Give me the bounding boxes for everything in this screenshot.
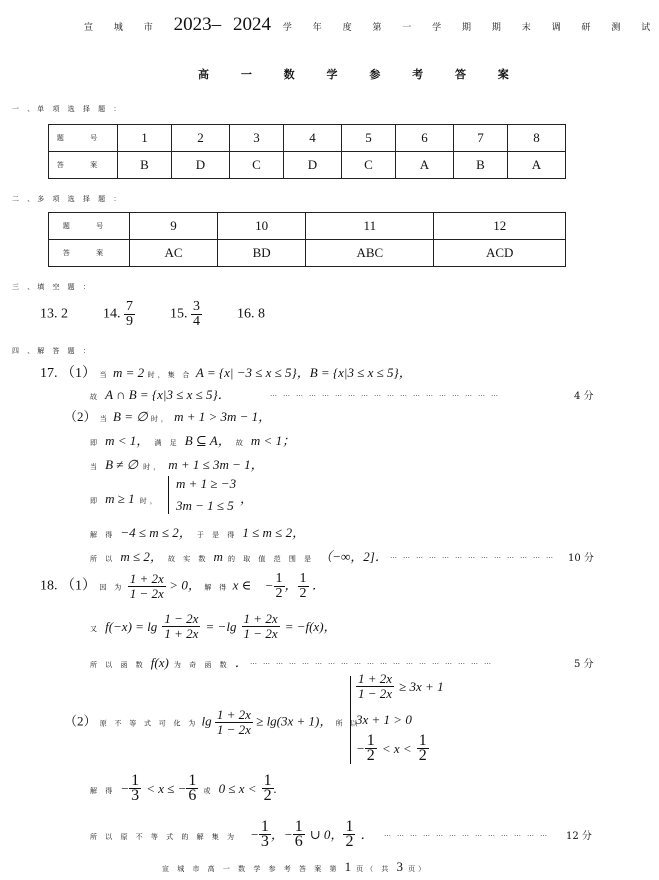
p18-math: ∪ 0， [309, 827, 344, 842]
p18-math: < x < [381, 741, 412, 756]
p17-line6 [90, 488, 160, 507]
p17-line5 [90, 454, 264, 473]
p17-math: B ≠ ∅ [105, 457, 138, 472]
p17-math: m < 1， [105, 433, 150, 448]
p18-text: 所 以 原 不 等 式 的 解 集 为 [90, 833, 238, 841]
p18-text: 所 以 [335, 719, 361, 728]
p18-fraction: $\frac{1}{2}$ [366, 732, 375, 764]
p17-text: 故 [235, 439, 246, 447]
p18-math: − [250, 827, 259, 842]
p18-fraction: $\frac{1}{2}$ [275, 571, 283, 601]
p17-system-brace [168, 476, 169, 514]
row-label-answer: 答 案 [49, 152, 118, 179]
a-cell: ACD [434, 240, 566, 267]
a-cell: ABC [306, 240, 434, 267]
p18-text: 解 得 [204, 583, 230, 592]
p18-fraction: $\frac{1}{3}$ [131, 772, 140, 804]
q-cell: 12 [434, 213, 566, 240]
p18-score-2: 12 分 [566, 831, 592, 842]
exam-header [84, 14, 659, 36]
q-cell: 7 [453, 125, 507, 152]
p17-text: 当 [90, 463, 100, 471]
p17-math: B = ∅ [113, 409, 148, 424]
page-footer [162, 856, 428, 875]
p18-line5 [90, 774, 277, 803]
p18-math: f(x) [150, 655, 169, 670]
q-cell: 2 [171, 125, 229, 152]
footer-total-pages: 3 [396, 859, 403, 874]
q-cell: 5 [341, 125, 395, 152]
footer-page-number: 1 [344, 859, 352, 874]
p18-fraction: $\frac{1}{6}$ [294, 818, 303, 850]
p18-math: ≥ lg(3x + 1)， [256, 713, 333, 729]
p18-score-1: 5 分 [574, 659, 594, 670]
p18-math: − [264, 577, 274, 593]
row-label-question: 题 号 [49, 213, 130, 240]
q-cell: 10 [218, 213, 306, 240]
p18-dots-1: ………………………………………………… [250, 658, 497, 666]
fill-blank-answers [40, 300, 265, 329]
a-cell: D [171, 152, 229, 179]
single-choice-table [48, 124, 566, 179]
p18-fraction: $\frac{1}{3}$ [260, 818, 269, 850]
q14-number: 14. [103, 306, 121, 322]
p18-part2-label: （2） [64, 713, 97, 729]
a-cell: C [229, 152, 283, 179]
q-cell: 4 [283, 125, 341, 152]
p18-fraction: $\frac{1 + 2x}{1 - 2x}$ [129, 571, 164, 601]
p18-math: ， [284, 577, 298, 593]
p18-math: ≥ 3x + 1 [399, 679, 444, 694]
p17-text: 于 是 得 [196, 531, 238, 539]
p17-math: −4 ≤ m ≤ 2， [120, 525, 192, 540]
p17-text: 时， [150, 415, 171, 423]
p18-fraction: $\frac{1 + 2x}{1 - 2x}$ [216, 707, 251, 737]
row-label-question: 题 号 [49, 125, 118, 152]
p17-dots-2: ………………………………… [390, 552, 559, 560]
p17-text: 满 足 [154, 439, 180, 447]
q-cell: 6 [395, 125, 453, 152]
p18-system-line1 [356, 672, 444, 701]
q13-answer: 2 [61, 306, 68, 322]
p18-text: 因 为 [99, 583, 125, 592]
p18-system-line2: 3x + 1 > 0 [356, 712, 412, 727]
p18-math: . [273, 781, 277, 796]
p17-intersection: A ∩ B = {x|3 ≤ x ≤ 5}． [105, 387, 231, 402]
p17-sets: A = {x| −3 ≤ x ≤ 5}，B = {x|3 ≤ x ≤ 5}， [195, 365, 412, 380]
p18-text: 又 [90, 625, 100, 633]
page-title: 高 一 数 学 参 考 答 案 [198, 68, 523, 81]
p17-line3 [64, 406, 271, 425]
row-label-answer: 答 案 [49, 240, 130, 267]
q13-number: 13. [40, 306, 58, 322]
p17-text: 即 [90, 439, 100, 447]
p17-math: B ⊆ A， [184, 433, 231, 448]
p18-line2 [90, 612, 337, 641]
p17-text: 解 得 [90, 531, 116, 539]
footer-text: 页） [408, 865, 429, 873]
footer-text: 宣 城 市 高 一 数 学 参 考 答 案 第 [162, 865, 340, 873]
p17-part1-label: （1） [61, 366, 96, 381]
p17-math: m ≥ 1 [105, 491, 135, 506]
p18-math: lg [201, 713, 212, 729]
p17-line8 [90, 546, 388, 565]
p17-part2-label: （2） [64, 409, 97, 424]
p18-number: 18. [40, 578, 58, 594]
p18-math: ． [312, 577, 326, 593]
section1-label: 一 、单 项 选 择 题 ： [12, 105, 124, 113]
p18-text: 所 以 函 数 [90, 661, 146, 669]
p17-math: 1 ≤ m ≤ 2， [242, 525, 306, 540]
p17-text: 故 实 数 [167, 555, 209, 563]
q16-number: 16. [237, 306, 255, 322]
header-year-end: 2024 [232, 14, 271, 35]
p18-math: < x ≤ − [146, 781, 187, 796]
header-year-start: 2023 [173, 14, 212, 35]
p18-fraction: $\frac{1 - 2x}{1 + 2x}$ [164, 611, 199, 641]
p17-text: 时，集 合 [147, 371, 193, 379]
p17-system-end: ， [240, 491, 254, 506]
p18-math: x ∈ [232, 577, 252, 593]
p17-text: 的 取 值 范 围 是 [227, 555, 315, 563]
header-dash: – [211, 14, 222, 35]
q14-fraction: $\frac{7}{9}$ [126, 299, 133, 329]
p18-math: = −f(x)， [284, 619, 337, 634]
a-cell: C [341, 152, 395, 179]
a-cell: D [283, 152, 341, 179]
p17-score-1: 4 分 [574, 391, 594, 402]
p17-math: m = 2 [113, 365, 145, 380]
p18-fraction: $\frac{1 + 2x}{1 - 2x}$ [358, 671, 393, 701]
a-cell: BD [218, 240, 306, 267]
p18-line4 [64, 708, 360, 737]
p18-fraction: $\frac{1}{2}$ [345, 818, 354, 850]
q15-fraction: $\frac{3}{4}$ [193, 299, 200, 329]
p18-math: ． [360, 827, 374, 842]
p17-line2 [90, 384, 231, 403]
p18-math: ，− [270, 827, 293, 842]
p18-math: 0 ≤ x < [218, 781, 257, 796]
p17-text: 故 [90, 393, 100, 401]
a-cell: B [118, 152, 172, 179]
q-cell: 11 [306, 213, 434, 240]
p18-part1-label: （1） [61, 578, 96, 594]
p18-text: 原 不 等 式 可 化 为 [99, 719, 199, 728]
a-cell: B [453, 152, 507, 179]
a-cell: A [507, 152, 565, 179]
p18-system-brace [350, 676, 351, 764]
p18-math: = −lg [205, 619, 237, 634]
p18-math: > 0， [169, 577, 201, 593]
p18-line1 [40, 572, 325, 601]
p17-text: 当 [99, 415, 110, 423]
section3-label: 三 、填 空 题 ： [12, 283, 93, 291]
p18-fraction: $\frac{1}{6}$ [188, 772, 197, 804]
section2-label: 二 、多 项 选 择 题 ： [12, 195, 124, 203]
p17-math: m + 1 ≤ 3m − 1， [168, 457, 264, 472]
p17-math: m ≤ 2， [120, 549, 163, 564]
q-cell: 3 [229, 125, 283, 152]
p17-line1 [40, 362, 412, 382]
header-term: 学 年 度 第 一 学 期 期 末 调 研 测 试 [282, 23, 659, 33]
p17-math: m < 1； [250, 433, 296, 448]
p17-dots: ……………………………………………… [270, 390, 504, 398]
p18-line3 [90, 652, 248, 671]
p17-math: m [213, 549, 223, 564]
p18-dots-2: ………………………………… [384, 830, 553, 838]
q-cell: 1 [118, 125, 172, 152]
p18-fraction: $\frac{1 + 2x}{1 - 2x}$ [243, 611, 278, 641]
p18-text: 为 奇 函 数 [173, 661, 230, 669]
footer-text: 页（ 共 [356, 865, 392, 873]
p17-number: 17. [40, 366, 58, 381]
p17-line7 [90, 522, 305, 541]
p18-fraction: $\frac{1}{2}$ [263, 772, 272, 804]
p18-system-line3 [356, 734, 429, 763]
q16-answer: 8 [258, 306, 265, 322]
p18-math: − [120, 781, 130, 796]
p17-text: 时， [139, 497, 160, 505]
p18-text: 解 得 [90, 787, 116, 795]
p18-math: ． [234, 655, 248, 670]
p18-fraction: $\frac{1}{2}$ [299, 571, 307, 601]
multiple-choice-table [48, 212, 566, 267]
p17-math: m + 1 > 3m − 1， [174, 409, 272, 424]
p18-text: 或 [203, 787, 214, 795]
p17-text: 所 以 [90, 555, 116, 563]
p17-line4 [90, 430, 295, 449]
p18-math: f(−x) = lg [105, 619, 158, 634]
q-cell: 9 [130, 213, 218, 240]
p17-text: 时， [143, 463, 164, 471]
p18-line6 [90, 820, 374, 849]
section4-label: 四 、解 答 题 ： [12, 347, 93, 355]
p17-text: 当 [99, 371, 110, 379]
p17-score-2: 10 分 [568, 553, 594, 564]
header-city: 宣 城 市 [84, 23, 162, 33]
a-cell: A [395, 152, 453, 179]
q-cell: 8 [507, 125, 565, 152]
a-cell: AC [130, 240, 218, 267]
p18-math: − [356, 741, 365, 756]
p18-fraction: $\frac{1}{2}$ [418, 732, 427, 764]
p17-system-line2: 3m − 1 ≤ 5 [176, 498, 234, 513]
p17-system-line1: m + 1 ≥ −3 [176, 476, 237, 491]
p17-text: 即 [90, 497, 100, 505]
p17-range: （−∞，2]． [319, 549, 388, 564]
q15-number: 15. [170, 306, 188, 322]
